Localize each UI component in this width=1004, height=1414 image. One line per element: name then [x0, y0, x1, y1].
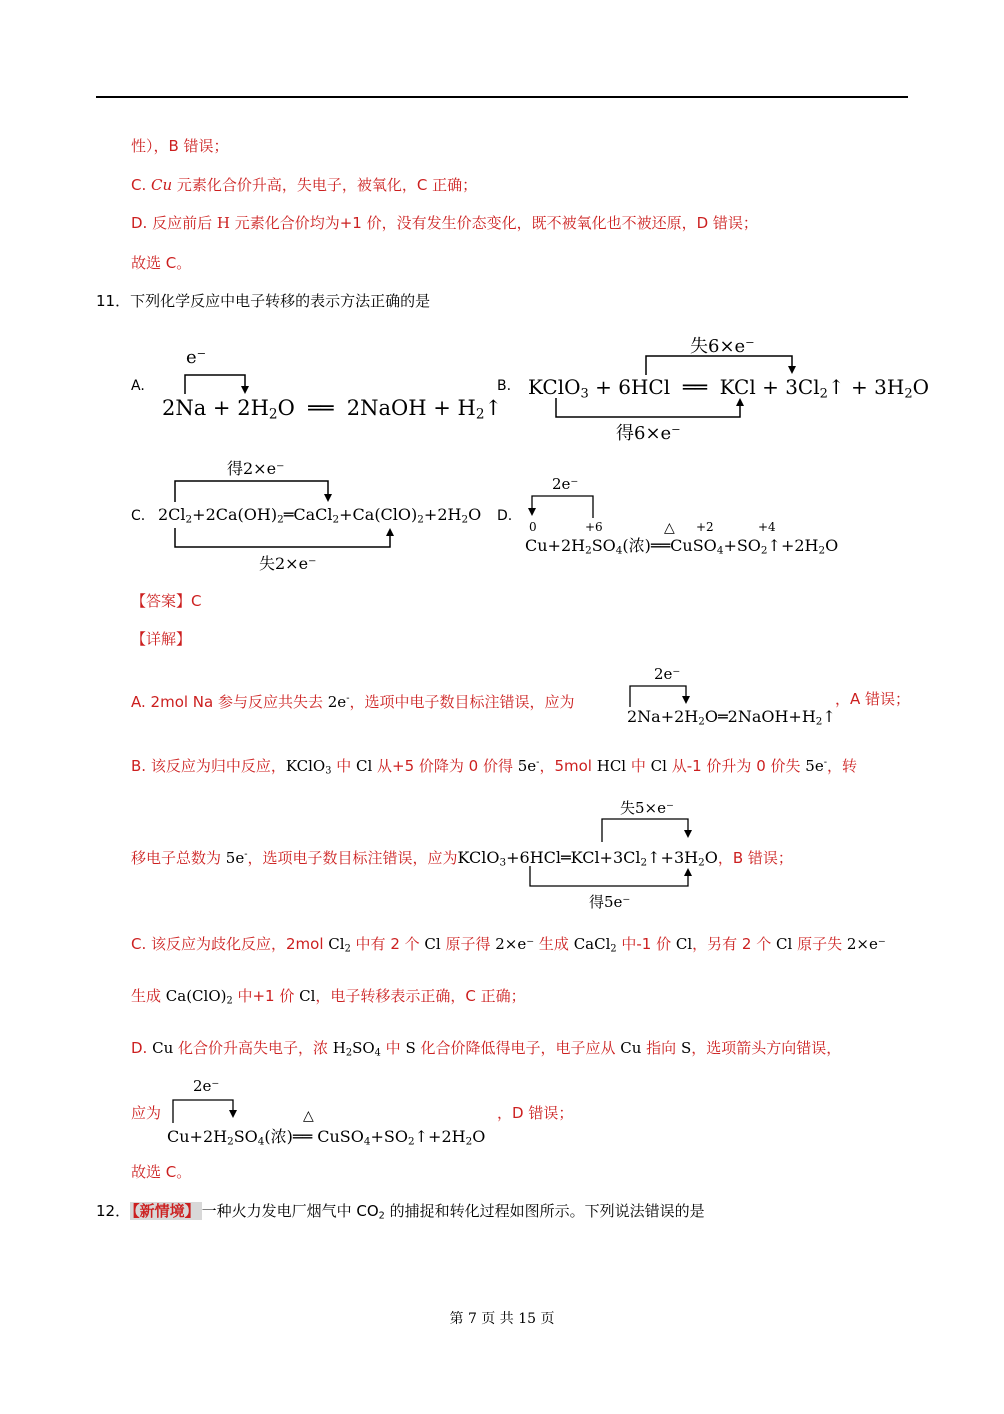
formula: Cu — [620, 1039, 642, 1057]
electron-label: 2e⁻ — [552, 475, 579, 493]
detail-text: 【详解】 — [131, 630, 192, 648]
text-span: 中 — [626, 756, 651, 775]
electron-label: 2e⁻ — [193, 1077, 220, 1095]
explanation-b-line2 — [131, 845, 793, 872]
question-12: 12． 【新情境】 一种火力发电厂烟气中 $CO_2$ 的捕捉和转化过程如图所示。下列说法错误的是 — [96, 1202, 705, 1222]
formula: Cl — [776, 935, 793, 953]
electron-label: 得6×e⁻ — [616, 423, 681, 444]
formula: Cu — [152, 1039, 174, 1057]
text-span: 故选 C。 — [131, 254, 192, 272]
option-d-equation: $Cu+2H_2SO_4$(浓)$══CuSO_4+SO_2↑+2H_2O$ — [525, 536, 839, 557]
oxidation-state: +2 — [696, 520, 714, 534]
text-span: 从-1 价升为 0 价失 — [666, 756, 806, 775]
question-text: 的捕捉和转化过程如图所示。下列说法错误的是 — [384, 1202, 705, 1220]
formula: Cl — [355, 756, 373, 775]
formula: 2×e⁻ — [495, 935, 535, 953]
question-number: 12． — [96, 1202, 131, 1220]
formula: $Cl_2$ — [328, 935, 351, 955]
text-span: 化合价升高失电子，浓 — [173, 1039, 333, 1057]
explanation-d-equation: $Cu+2H_2SO_4$(浓)══ $CuSO_4+SO_2↑+2H_2O$ — [167, 1127, 486, 1148]
heat-symbol: △ — [664, 520, 675, 536]
text-span: 指向 — [641, 1039, 681, 1057]
text-span: 中 — [331, 756, 356, 775]
text-span: 化合价降低得电子，电子应从 — [415, 1039, 621, 1057]
text-line — [835, 689, 910, 709]
text-span: 应为 — [131, 1104, 162, 1122]
text-line — [131, 1162, 191, 1182]
formula: CaCl$_2$ — [573, 935, 617, 955]
explanation-b-line1 — [131, 753, 857, 781]
text-span: D. 反应前后 — [131, 214, 217, 232]
text-line — [131, 253, 191, 273]
text-span: ，5mol — [539, 756, 597, 775]
formula: HCl — [596, 756, 627, 775]
formula: Cl — [424, 935, 441, 953]
option-c-label: C. — [131, 508, 146, 524]
page-footer: 第 7 页 共 15 页 — [449, 1311, 555, 1327]
question-text: 11．下列化学反应中电子转移的表示方法正确的是 — [96, 292, 431, 310]
question-11 — [96, 291, 430, 311]
electron-label: 失5×e⁻ — [620, 799, 674, 817]
text-span: 生成 — [131, 987, 166, 1005]
heat-symbol: △ — [303, 1108, 314, 1124]
formula: 5e- — [225, 848, 248, 867]
oxidation-state: +6 — [585, 520, 603, 534]
answer-text: 【答案】C — [131, 592, 202, 610]
formula: Cl — [299, 987, 316, 1005]
text-line — [131, 1103, 161, 1123]
text-span: C. 该反应为歧化反应，2mol — [131, 935, 329, 953]
text-span: 中-1 价 — [616, 935, 676, 953]
text-span: 故选 C。 — [131, 1163, 192, 1181]
formula: Cl — [675, 935, 693, 953]
new-context-tag: 【新情境】 — [132, 1202, 200, 1220]
explanation-d-arrow — [0, 0, 1, 1]
text-span: ，转 — [827, 756, 858, 775]
electron-label: 2e⁻ — [654, 665, 681, 683]
text-span: ，B 错误； — [717, 848, 793, 867]
oxidation-state: 0 — [529, 520, 537, 534]
text-span: 原子失 — [792, 935, 847, 953]
text-span: B. 该反应为归中反应， — [131, 756, 286, 775]
text-span: D. — [131, 1039, 153, 1057]
text-span: ，A 错误； — [835, 690, 911, 708]
option-a-equation: $2Na + 2H_2O$ ══ 2NaOH + $H_2↑$ — [162, 396, 503, 423]
text-span: 原子得 — [440, 935, 496, 953]
explanation-a-equation: $2Na+2H_2O═2NaOH+H_2↑$ — [627, 707, 836, 728]
header-rule — [96, 96, 908, 98]
option-b-label: B. — [497, 378, 512, 394]
formula: Cu — [151, 176, 173, 194]
text-span: ，D 错误； — [497, 1104, 574, 1122]
option-a-label: A. — [131, 378, 145, 394]
electron-label: 得2×e⁻ — [227, 459, 285, 478]
text-span: 中有 2 个 — [350, 935, 425, 953]
answer — [131, 591, 201, 611]
formula: S — [680, 1039, 692, 1057]
oxidation-state: +4 — [758, 520, 776, 534]
option-c-equation: $2Cl_2+2Ca(OH)_2═CaCl_2+Ca(ClO)_2+2H_2O$ — [158, 505, 482, 526]
text-span: 从+5 价降为 0 价得 — [372, 756, 518, 775]
formula: $KClO_3+6HCl═KCl+3Cl_2↑+3H_2O$ — [457, 847, 718, 869]
text-line — [131, 213, 758, 233]
text-span: 中+1 价 — [232, 987, 300, 1005]
text-span: A. 2mol Na 参与反应共失去 — [131, 692, 328, 711]
formula: Cl — [650, 756, 667, 775]
question-text: 一种火力发电厂烟气中 CO — [201, 1202, 379, 1220]
formula: 5e- — [517, 756, 540, 775]
text-span: ，电子转移表示正确，C 正确； — [315, 987, 526, 1005]
electron-label: 失2×e⁻ — [259, 554, 317, 573]
text-span: 中 — [380, 1039, 406, 1057]
explanation-c-line1 — [131, 934, 886, 959]
text-span: ，选项电子数目标注错误，应为 — [247, 848, 458, 867]
text-span: ，选项中电子数目标注错误，应为 — [349, 692, 575, 711]
text-span: 移电子总数为 — [131, 848, 226, 867]
text-line — [131, 175, 477, 195]
electron-label: 失6×e⁻ — [690, 336, 755, 357]
text-span: 生成 — [534, 935, 574, 953]
text-line — [131, 136, 229, 156]
formula: $Ca(ClO)_2$ — [165, 987, 233, 1007]
formula: 2e- — [327, 692, 350, 711]
formula: S — [405, 1039, 416, 1057]
formula: 2×e⁻ — [846, 935, 886, 953]
text-line — [497, 1103, 573, 1123]
text-span: ，另有 2 个 — [692, 935, 777, 953]
text-span: C. — [131, 176, 152, 194]
formula: 5e- — [805, 756, 827, 775]
option-b-equation: KClO$_3$ + 6HCl ══ KCl + $3Cl_2↑ + 3H_2O$ — [528, 375, 930, 402]
detail-label — [131, 629, 191, 649]
formula: H — [216, 214, 230, 232]
text-span: 元素化合价均为+1 价，没有发生价态变化，既不被氧化也不被还原，D 错误； — [229, 214, 758, 232]
text-span: 性），B 错误； — [131, 137, 229, 155]
explanation-d-line1 — [131, 1038, 841, 1063]
electron-label: e⁻ — [186, 347, 207, 368]
text-span: ，选项箭头方向错误， — [691, 1039, 842, 1057]
text-span: 元素化合价升高，失电子，被氧化，C 正确； — [172, 176, 478, 194]
option-d-label: D. — [497, 508, 513, 524]
formula: KClO$_3$ — [285, 756, 332, 777]
electron-label: 得5e⁻ — [589, 893, 631, 911]
formula: $H_2SO_4$ — [332, 1039, 381, 1059]
explanation-c-line2 — [131, 986, 526, 1011]
explanation-a — [131, 689, 575, 712]
